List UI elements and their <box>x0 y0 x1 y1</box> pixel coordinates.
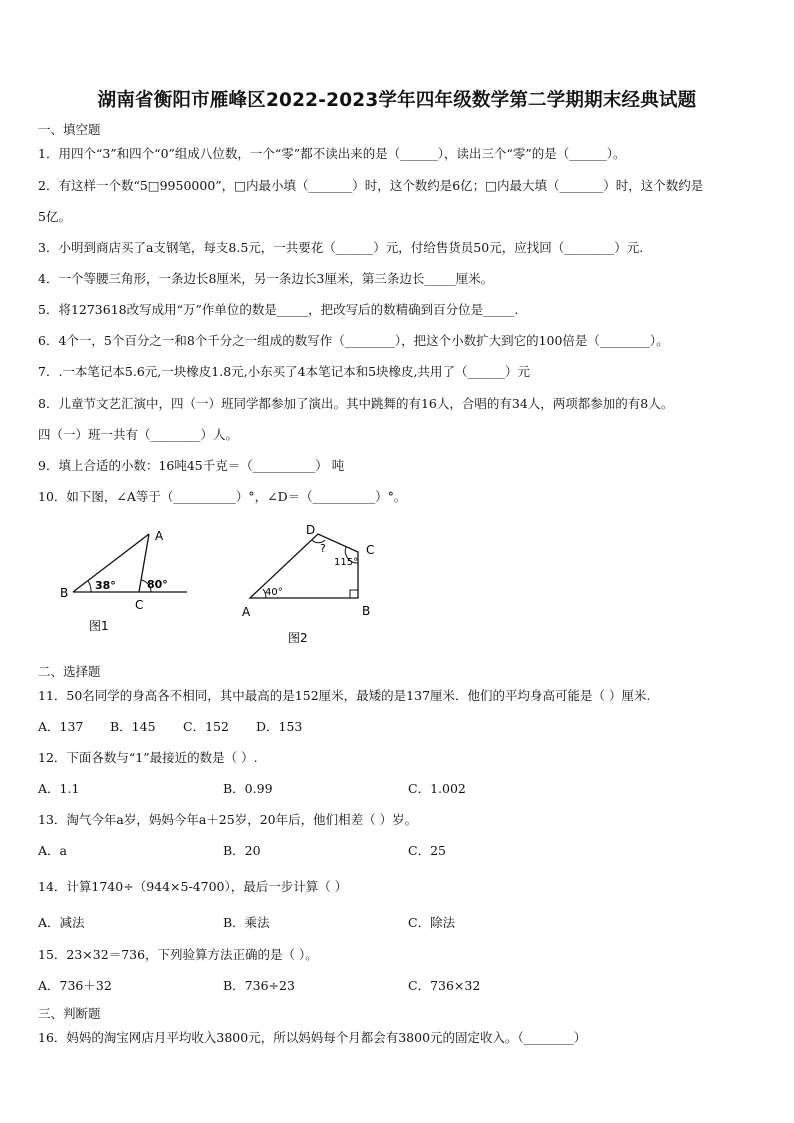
option-q11-a[interactable]: A．137 <box>38 719 84 734</box>
option-q12-b[interactable]: B．0.99 <box>223 781 273 796</box>
option-q15-a[interactable]: A．736＋32 <box>38 978 112 993</box>
option-q11-c[interactable]: C．152 <box>183 719 229 734</box>
option-q13-a[interactable]: A．a <box>38 843 67 858</box>
option-q11-d[interactable]: D．153 <box>256 719 303 734</box>
fig2-angle-D: ? <box>320 542 326 555</box>
question-4: 4．一个等腰三角形，一条边长8厘米，另一条边长3厘米，第三条边长_____厘米。 <box>38 271 494 286</box>
question-14: 14．计算1740÷（944×5-4700），最后一步计算（ ） <box>38 879 348 894</box>
question-15: 15．23×32＝736，下列验算方法正确的是（ ）。 <box>38 947 318 962</box>
fig1-angle-C: 80° <box>147 578 168 591</box>
option-q12-c[interactable]: C．1.002 <box>408 781 466 796</box>
question-3: 3．小明到商店买了a支钢笔，每支8.5元，一共要花（______）元，付给售货员50元，应找回（________）元. <box>38 240 644 255</box>
option-q15-b[interactable]: B．736÷23 <box>223 978 295 993</box>
fig2-right-angle-mark <box>350 590 358 598</box>
question-2-continued: 5亿。 <box>38 209 71 224</box>
fig2-caption: 图2 <box>288 631 308 645</box>
option-q14-a[interactable]: A．减法 <box>38 915 85 930</box>
fig2-label-B: B <box>362 604 371 618</box>
question-9: 9．填上合适的小数：16吨45千克＝（__________） 吨 <box>38 458 345 473</box>
option-q15-c[interactable]: C．736×32 <box>408 978 481 993</box>
fig2-label-D: D <box>306 523 316 537</box>
question-10: 10．如下图，∠A等于（__________）°，∠D＝（__________）°。 <box>38 489 407 504</box>
fig2-angle-A: 40° <box>265 587 283 598</box>
fig1-caption: 图1 <box>89 619 109 633</box>
option-q14-c[interactable]: C．除法 <box>408 915 456 930</box>
question-8-continued: 四（一）班一共有（________）人。 <box>38 427 239 442</box>
option-q12-a[interactable]: A．1.1 <box>38 781 80 796</box>
fig2-angle-C: 115° <box>334 557 359 568</box>
page-title: 湖南省衡阳市雁峰区2022-2023学年四年级数学第二学期期末经典试题 <box>97 90 697 111</box>
fig1-angle-B: 38° <box>95 579 116 592</box>
question-12: 12．下面各数与“1”最接近的数是（ ）. <box>38 750 258 765</box>
section-heading-judge: 三、判断题 <box>38 1006 101 1021</box>
fig1-label-A: A <box>155 529 164 543</box>
question-11: 11．50名同学的身高各不相同，其中最高的是152厘米，最矮的是137厘米．他们的平均身高可能是（ ）厘米. <box>38 688 651 703</box>
option-q14-b[interactable]: B．乘法 <box>223 915 270 930</box>
question-5: 5．将1273618改写成用“万”作单位的数是_____，把改写后的数精确到百分位是_____. <box>38 302 519 317</box>
section-heading-choice: 二、选择题 <box>38 664 101 679</box>
question-8: 8．儿童节文艺汇演中，四（一）班同学都参加了演出。其中跳舞的有16人，合唱的有34人，两项都参加的有8人。 <box>38 396 674 411</box>
question-2: 2．有这样一个数“5□9950000”，□内最小填（_______）时，这个数约是6亿；□内最大填（_______）时，这个数约是 <box>38 178 704 193</box>
question-16: 16．妈妈的淘宝网店月平均收入3800元，所以妈妈每个月都会有3800元的固定收入。（________） <box>38 1030 587 1045</box>
fig2-label-A: A <box>242 605 251 619</box>
option-q11-b[interactable]: B．145 <box>110 719 156 734</box>
question-13: 13．淘气今年a岁，妈妈今年a＋25岁，20年后，他们相差（ ）岁。 <box>38 812 418 827</box>
section-heading-fill: 一、填空题 <box>38 122 101 137</box>
question-7: 7．.一本笔记本5.6元,一块橡皮1.8元,小东买了4本笔记本和5块橡皮,共用了（______）元 <box>38 364 531 379</box>
figure-1 <box>55 520 205 638</box>
fig1-label-B: B <box>60 586 69 600</box>
question-1: 1．用四个“3”和四个“0”组成八位数，一个“零”都不读出来的是（______），读出三个“零”的是（______）。 <box>38 146 626 161</box>
question-6: 6．4个一，5个百分之一和8个千分之一组成的数写作（________），把这个小数扩大到它的100倍是（________）。 <box>38 333 669 348</box>
fig1-arc-B <box>88 581 91 592</box>
option-q13-c[interactable]: C．25 <box>408 843 446 858</box>
fig1-label-C: C <box>135 598 144 612</box>
figure-2 <box>238 518 388 646</box>
option-q13-b[interactable]: B．20 <box>223 843 261 858</box>
fig2-label-C: C <box>366 543 375 557</box>
